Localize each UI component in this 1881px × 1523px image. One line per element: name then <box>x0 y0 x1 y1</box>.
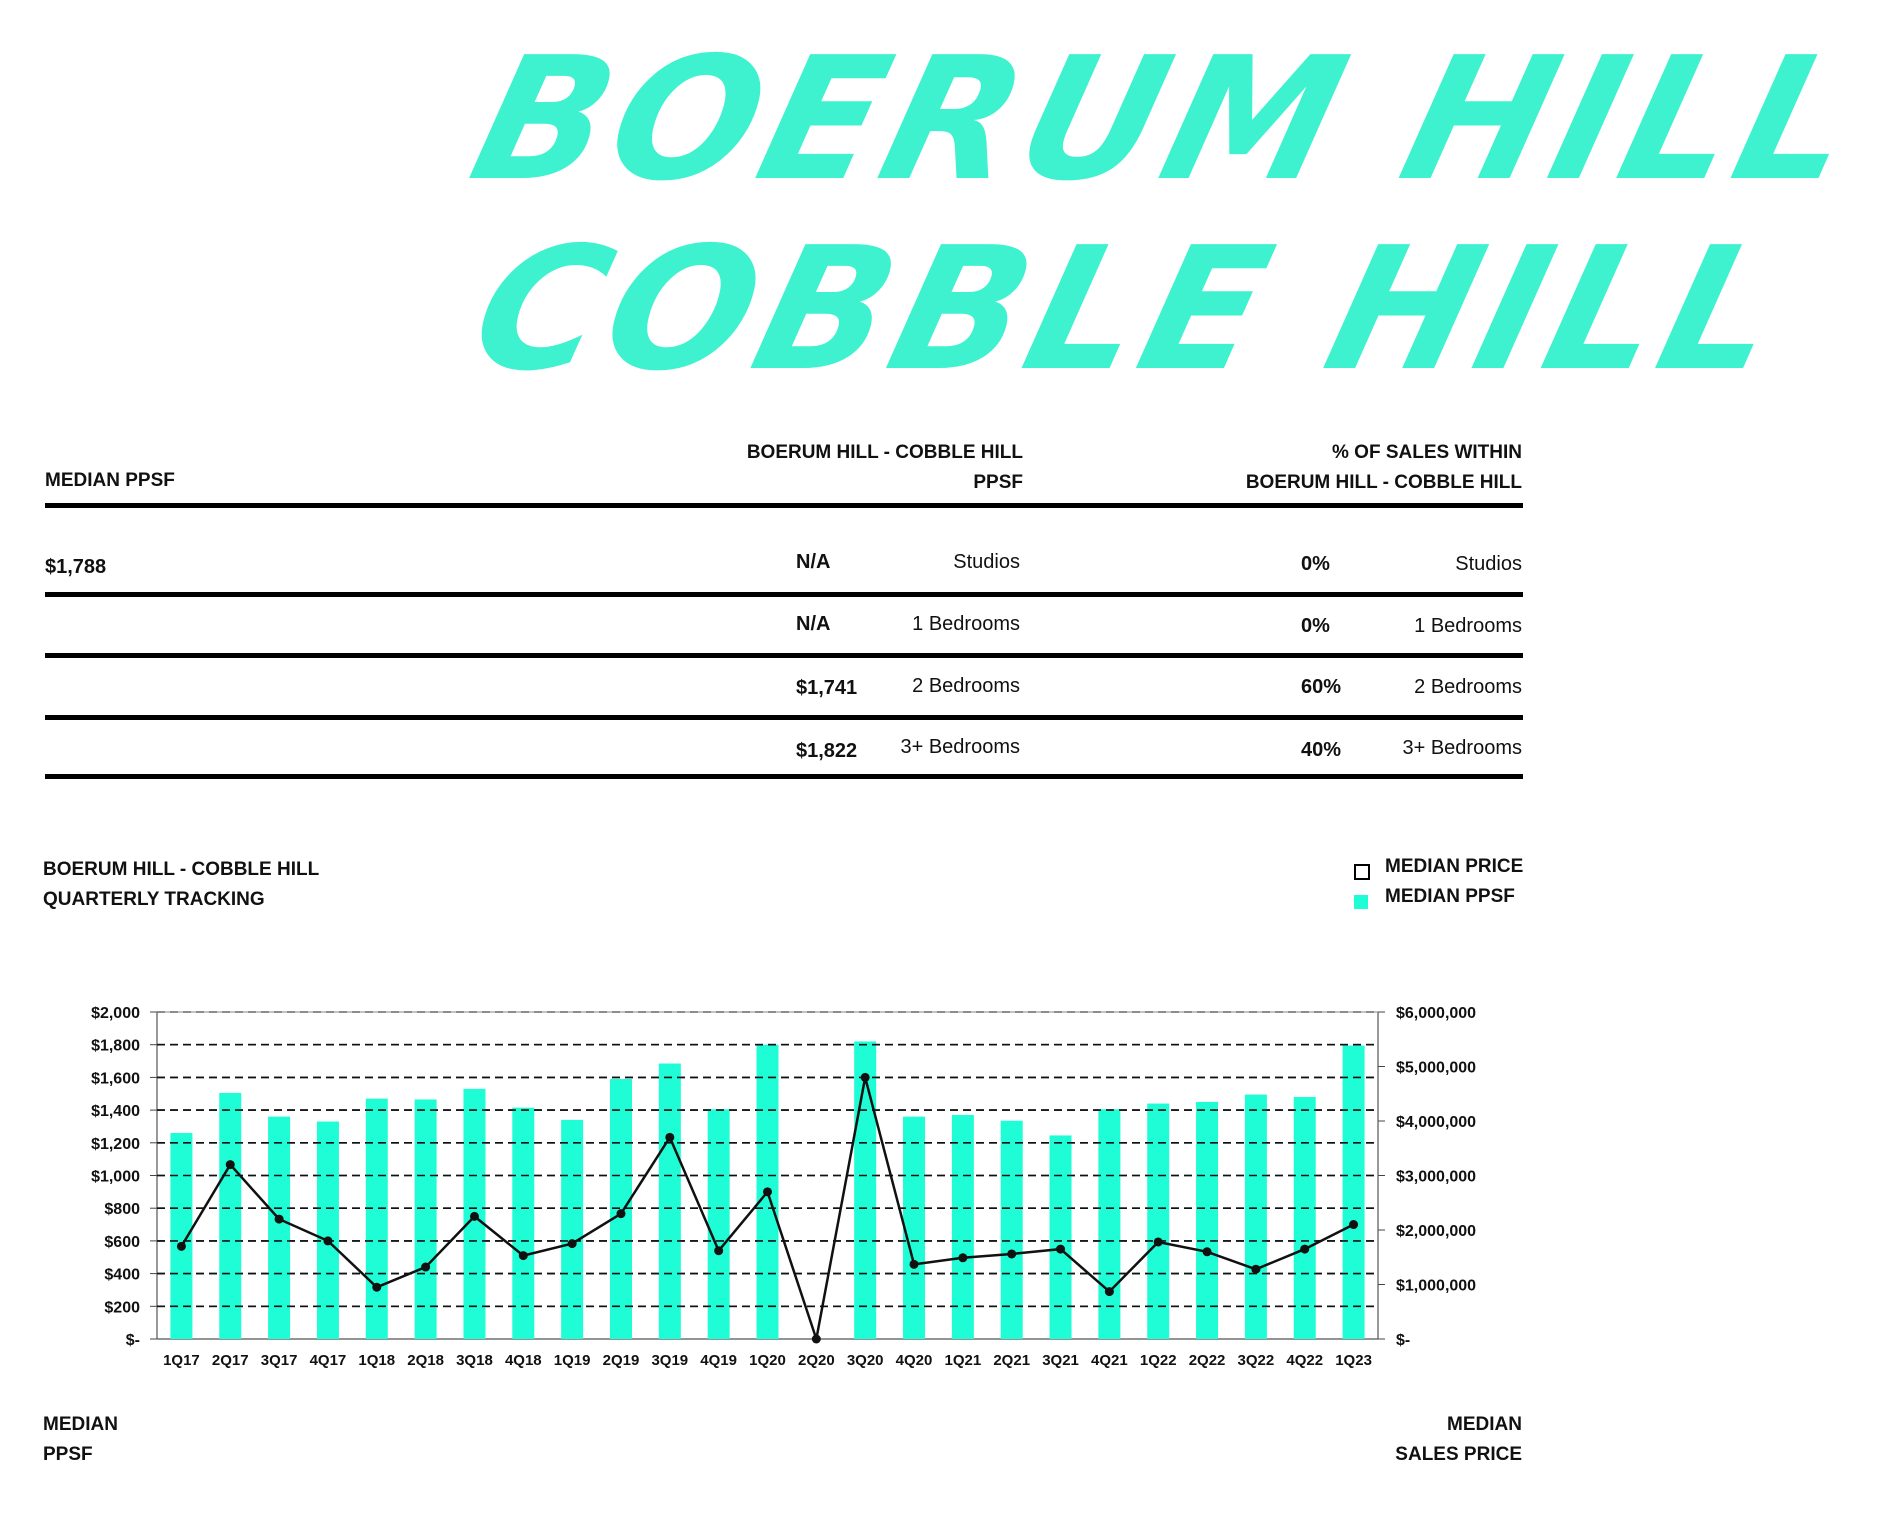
median-price-point <box>519 1251 528 1260</box>
x-tick-label: 1Q23 <box>1335 1352 1372 1369</box>
median-price-point <box>910 1260 919 1269</box>
median-price-point <box>177 1242 186 1251</box>
median-price-point <box>763 1187 772 1196</box>
median-price-point <box>714 1246 723 1255</box>
footer-left-line2: PPSF <box>43 1444 93 1465</box>
chart-title-line2: QUARTERLY TRACKING <box>43 889 265 910</box>
legend-ppsf-swatch <box>1354 895 1368 909</box>
y-left-tick-label: $2,000 <box>91 1005 140 1022</box>
median-price-point <box>616 1209 625 1218</box>
row-type: 1 Bedrooms <box>912 613 1020 635</box>
x-tick-label: 4Q22 <box>1286 1352 1324 1369</box>
x-tick-label: 2Q17 <box>211 1352 249 1369</box>
x-tick-label: 3Q19 <box>651 1352 689 1369</box>
legend-price-swatch <box>1354 864 1370 880</box>
x-tick-label: 2Q19 <box>602 1352 640 1369</box>
footer-right-line1: MEDIAN <box>1447 1414 1522 1435</box>
x-tick-label: 1Q19 <box>553 1352 591 1369</box>
hero-title <box>455 20 1881 420</box>
row-ppsf: $1,741 <box>796 677 858 699</box>
median-price-point <box>226 1160 235 1169</box>
ppsf-bar <box>610 1079 632 1339</box>
row-type2: 1 Bedrooms <box>1414 615 1522 637</box>
ppsf-bar <box>1196 1102 1218 1339</box>
median-price-point <box>1056 1245 1065 1254</box>
x-tick-label: 1Q20 <box>749 1352 786 1369</box>
x-tick-label: 2Q20 <box>797 1352 835 1369</box>
median-price-point <box>568 1239 577 1248</box>
row-type2: 3+ Bedrooms <box>1402 737 1522 759</box>
header-rule <box>45 503 1523 508</box>
median-price-point <box>275 1215 284 1224</box>
ppsf-bar <box>708 1109 730 1339</box>
median-price-point <box>665 1133 674 1142</box>
x-tick-label: 1Q22 <box>1139 1352 1177 1369</box>
x-tick-label: 4Q19 <box>700 1352 738 1369</box>
col3-header-line2: BOERUM HILL - COBBLE HILL <box>1245 472 1522 493</box>
median-price-point <box>470 1212 479 1221</box>
row-pct: 40% <box>1301 739 1342 761</box>
y-right-tick-label: $3,000,000 <box>1396 1168 1477 1186</box>
row-type2: 2 Bedrooms <box>1414 676 1522 698</box>
row-ppsf: N/A <box>796 613 831 635</box>
median-price-point <box>421 1263 430 1272</box>
hero-title-line2: COBBLE HILL <box>455 211 1805 409</box>
y-left-tick-label: $200 <box>104 1299 140 1317</box>
y-right-tick-label: $6,000,000 <box>1396 1005 1477 1022</box>
chart-title-line1: BOERUM HILL - COBBLE HILL <box>43 859 320 880</box>
legend-ppsf-label: MEDIAN PPSF <box>1385 886 1515 907</box>
x-tick-label: 3Q20 <box>846 1352 884 1369</box>
ppsf-bar <box>854 1041 876 1339</box>
x-tick-label: 1Q21 <box>944 1352 982 1369</box>
x-tick-label: 4Q20 <box>895 1352 933 1369</box>
median-price-point <box>1203 1247 1212 1256</box>
y-left-tick-label: $1,600 <box>91 1070 140 1088</box>
ppsf-bar <box>1343 1046 1365 1339</box>
median-price-point <box>1251 1265 1260 1274</box>
median-price-point <box>812 1335 821 1344</box>
median-ppsf-value: $1,788 <box>45 556 107 578</box>
x-tick-label: 4Q17 <box>309 1352 347 1369</box>
row-rule <box>45 653 1523 658</box>
y-right-tick-label: $- <box>1396 1332 1411 1349</box>
col2-header-line2: PPSF <box>973 472 1023 493</box>
row-type2: Studios <box>1455 553 1522 575</box>
col2-header-line1: BOERUM HILL - COBBLE HILL <box>746 442 1023 463</box>
y-left-tick-label: $1,800 <box>91 1037 140 1055</box>
row-type: 2 Bedrooms <box>912 675 1020 697</box>
ppsf-bar <box>1245 1095 1267 1339</box>
row-pct: 0% <box>1301 615 1330 637</box>
median-price-point <box>861 1073 870 1082</box>
median-price-point <box>1007 1249 1016 1258</box>
row-rule <box>45 592 1523 597</box>
x-tick-label: 2Q21 <box>993 1352 1031 1369</box>
y-right-tick-label: $1,000,000 <box>1396 1277 1477 1295</box>
median-price-point <box>1300 1245 1309 1254</box>
ppsf-bar <box>1294 1097 1316 1339</box>
x-tick-label: 1Q17 <box>163 1352 200 1369</box>
row-pct: 0% <box>1301 553 1330 575</box>
x-tick-label: 2Q22 <box>1188 1352 1226 1369</box>
y-left-tick-label: $1,400 <box>91 1103 140 1121</box>
y-left-tick-label: $1,000 <box>91 1168 140 1186</box>
y-right-tick-label: $4,000,000 <box>1396 1114 1477 1131</box>
row-type: Studios <box>953 551 1020 573</box>
x-tick-label: 3Q21 <box>1042 1352 1079 1369</box>
x-tick-label: 4Q21 <box>1091 1352 1128 1369</box>
x-tick-label: 2Q18 <box>407 1352 444 1369</box>
x-tick-label: 3Q18 <box>456 1352 493 1369</box>
ppsf-bar <box>1098 1109 1120 1339</box>
ppsf-bar <box>659 1064 681 1339</box>
y-right-tick-label: $2,000,000 <box>1396 1223 1477 1240</box>
hero-title-line1: BOERUM HILL <box>455 21 1881 219</box>
row-rule <box>45 715 1523 720</box>
ppsf-bar <box>1050 1135 1072 1339</box>
y-left-tick-label: $800 <box>104 1201 140 1219</box>
row-ppsf: $1,822 <box>796 740 858 762</box>
quarterly-chart <box>0 990 1600 1380</box>
median-price-point <box>1154 1237 1163 1246</box>
legend-price-label: MEDIAN PRICE <box>1385 856 1524 877</box>
row-ppsf: N/A <box>796 551 831 573</box>
footer-left-line1: MEDIAN <box>43 1414 118 1435</box>
ppsf-bar <box>952 1115 974 1339</box>
row-pct: 60% <box>1301 676 1342 698</box>
ppsf-bar <box>219 1093 241 1339</box>
ppsf-bar <box>1147 1104 1169 1339</box>
x-tick-label: 3Q22 <box>1237 1352 1275 1369</box>
footer-right-line2: SALES PRICE <box>1395 1444 1522 1465</box>
col3-header-line1: % OF SALES WITHIN <box>1332 442 1522 463</box>
x-tick-label: 1Q18 <box>358 1352 396 1369</box>
row-type: 3+ Bedrooms <box>900 736 1020 758</box>
y-left-tick-label: $- <box>125 1332 140 1349</box>
median-price-point <box>323 1236 332 1245</box>
median-price-point <box>958 1253 967 1262</box>
ppsf-bar <box>170 1133 192 1339</box>
col1-header: MEDIAN PPSF <box>45 470 175 491</box>
ppsf-bar <box>415 1099 437 1339</box>
ppsf-bar <box>366 1099 388 1339</box>
y-left-tick-label: $600 <box>104 1233 140 1251</box>
median-price-point <box>1105 1287 1114 1296</box>
median-price-point <box>372 1283 381 1292</box>
y-left-tick-label: $400 <box>104 1266 140 1284</box>
y-left-tick-label: $1,200 <box>91 1135 140 1153</box>
median-price-point <box>1349 1220 1358 1229</box>
y-right-tick-label: $5,000,000 <box>1396 1059 1477 1077</box>
x-tick-label: 4Q18 <box>504 1352 542 1369</box>
row-rule <box>45 774 1523 779</box>
x-tick-label: 3Q17 <box>260 1352 298 1369</box>
